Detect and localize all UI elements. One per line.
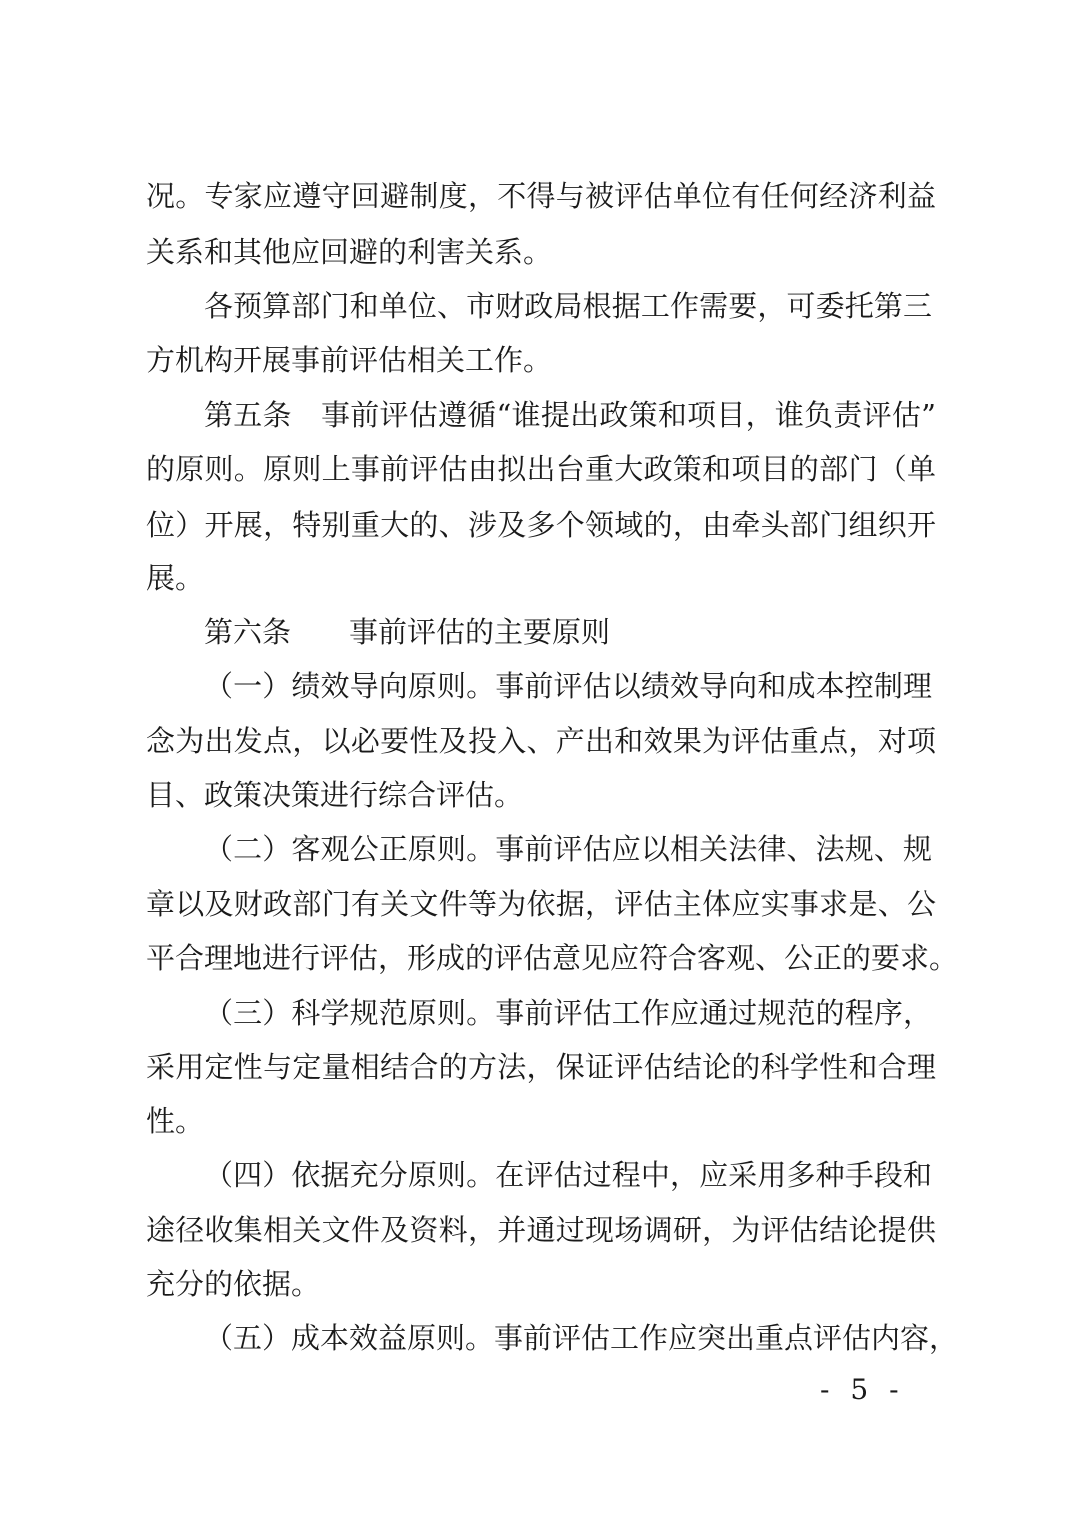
body-text-line: 各预算部门和单位、市财政局根据工作需要，可委托第三 xyxy=(204,289,932,323)
body-text-line: 方机构开展事前评估相关工作。 xyxy=(146,343,553,377)
body-text-line: 性。 xyxy=(146,1104,205,1138)
body-text-line: 位）开展，特别重大的、涉及多个领域的，由牵头部门组织开 xyxy=(146,508,936,542)
body-text-line: 关系和其他应回避的利害关系。 xyxy=(146,235,553,269)
body-text-line: 章以及财政部门有关文件等为依据，评估主体应实事求是、公 xyxy=(146,887,936,921)
body-text-line: 念为出发点，以必要性及投入、产出和效果为评估重点，对项 xyxy=(146,724,936,758)
body-text-line: 充分的依据。 xyxy=(146,1267,321,1301)
body-text-line: 的原则。原则上事前评估由拟出台重大政策和项目的部门（单 xyxy=(146,452,936,486)
article-6-heading: 第六条 事前评估的主要原则 xyxy=(204,615,611,649)
page-number: - 5 - xyxy=(820,1373,905,1406)
body-text-line: 展。 xyxy=(146,561,205,595)
principle-3-line: （三）科学规范原则。事前评估工作应通过规范的程序， xyxy=(204,996,932,1030)
principle-4-line: （四）依据充分原则。在评估过程中，应采用多种手段和 xyxy=(204,1158,932,1192)
principle-5-line: （五）成本效益原则。事前评估工作应突出重点评估内容， xyxy=(204,1321,959,1355)
body-text-line: 途径收集相关文件及资料，并通过现场调研，为评估结论提供 xyxy=(146,1213,936,1247)
body-text-line: 采用定性与定量相结合的方法，保证评估结论的科学性和合理 xyxy=(146,1050,936,1084)
body-text-line: 目、政策决策进行综合评估。 xyxy=(146,778,524,812)
body-text-line: 平合理地进行评估，形成的评估意见应符合客观、公正的要求。 xyxy=(146,941,959,975)
body-text-line: 况。专家应遵守回避制度，不得与被评估单位有任何经济利益 xyxy=(146,179,936,213)
principle-2-line: （二）客观公正原则。事前评估应以相关法律、法规、规 xyxy=(204,832,932,866)
article-5-heading-line: 第五条 事前评估遵循“谁提出政策和项目，谁负责评估” xyxy=(204,398,936,432)
principle-1-line: （一）绩效导向原则。事前评估以绩效导向和成本控制理 xyxy=(204,669,932,703)
